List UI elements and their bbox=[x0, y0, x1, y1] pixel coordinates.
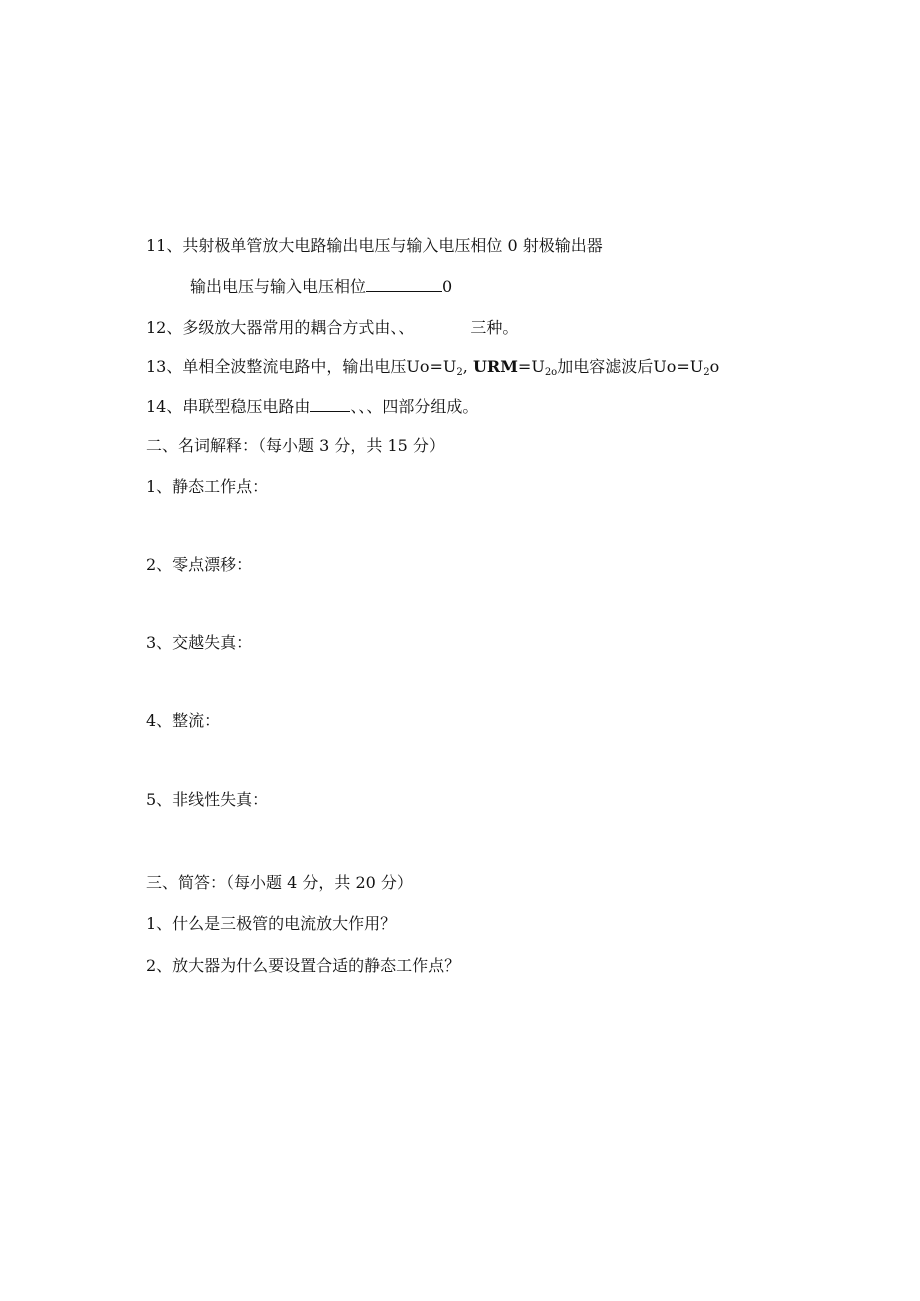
q13-comma: , bbox=[462, 357, 468, 376]
q13-sub-3: 2 bbox=[703, 367, 710, 378]
term-item-4: 4、整流： bbox=[146, 711, 221, 730]
q13-sub-2: 2o bbox=[544, 367, 558, 378]
q11-text-1: 11、共射极单管放大电路输出电压与输入电压相位 bbox=[146, 236, 503, 255]
q11-blank[interactable] bbox=[366, 277, 442, 292]
term-item-3: 3、交越失真： bbox=[146, 633, 253, 652]
term-item-1: 1、静态工作点： bbox=[146, 477, 269, 496]
q13-tail: o bbox=[709, 357, 720, 376]
q13-text-1: 13、单相全波整流电路中，输出电压 bbox=[146, 357, 407, 376]
short-answer-item-2: 2、放大器为什么要设置合适的静态工作点？ bbox=[146, 956, 461, 975]
q11-text-3: 输出电压与输入电压相位 bbox=[190, 277, 367, 296]
question-11-line-1 bbox=[146, 236, 603, 256]
short-answer-item-1: 1、什么是三极管的电流放大作用？ bbox=[146, 914, 397, 933]
q14-blank[interactable] bbox=[310, 397, 350, 412]
q13-text-2: 加电容滤波后 bbox=[557, 357, 654, 376]
q13-urm: URM bbox=[472, 357, 518, 376]
q11-text-2: 射极输出器 bbox=[522, 236, 603, 255]
q13-eq2: =U bbox=[517, 357, 545, 376]
q12-text-1: 12、多级放大器常用的耦合方式由、、 bbox=[146, 318, 415, 337]
section-2-heading: 二、名词解释：（每小题 3 分，共 15 分） bbox=[146, 436, 445, 455]
q13-eq1: =U bbox=[429, 357, 457, 376]
term-item-5: 5、非线性失真： bbox=[146, 790, 269, 809]
q14-text-2: 、、、四部分组成。 bbox=[350, 397, 479, 416]
term-item-2: 2、零点漂移： bbox=[146, 555, 253, 574]
q12-text-2: 三种。 bbox=[470, 318, 519, 337]
question-13 bbox=[146, 357, 719, 377]
q14-text-1: 14、串联型稳压电路由 bbox=[146, 397, 311, 416]
question-12 bbox=[146, 318, 518, 338]
q11-answer-2: 0 bbox=[442, 277, 453, 296]
q13-sub-1: 2 bbox=[456, 367, 463, 378]
q13-uo-2: Uo bbox=[653, 357, 677, 376]
q13-eq3: =U bbox=[676, 357, 704, 376]
q13-uo: Uo bbox=[406, 357, 430, 376]
section-3-heading: 三、简答：（每小题 4 分，共 20 分） bbox=[146, 873, 413, 892]
question-11-line-2 bbox=[190, 277, 452, 297]
q11-answer-1: 0 bbox=[507, 236, 518, 255]
question-14 bbox=[146, 397, 478, 417]
